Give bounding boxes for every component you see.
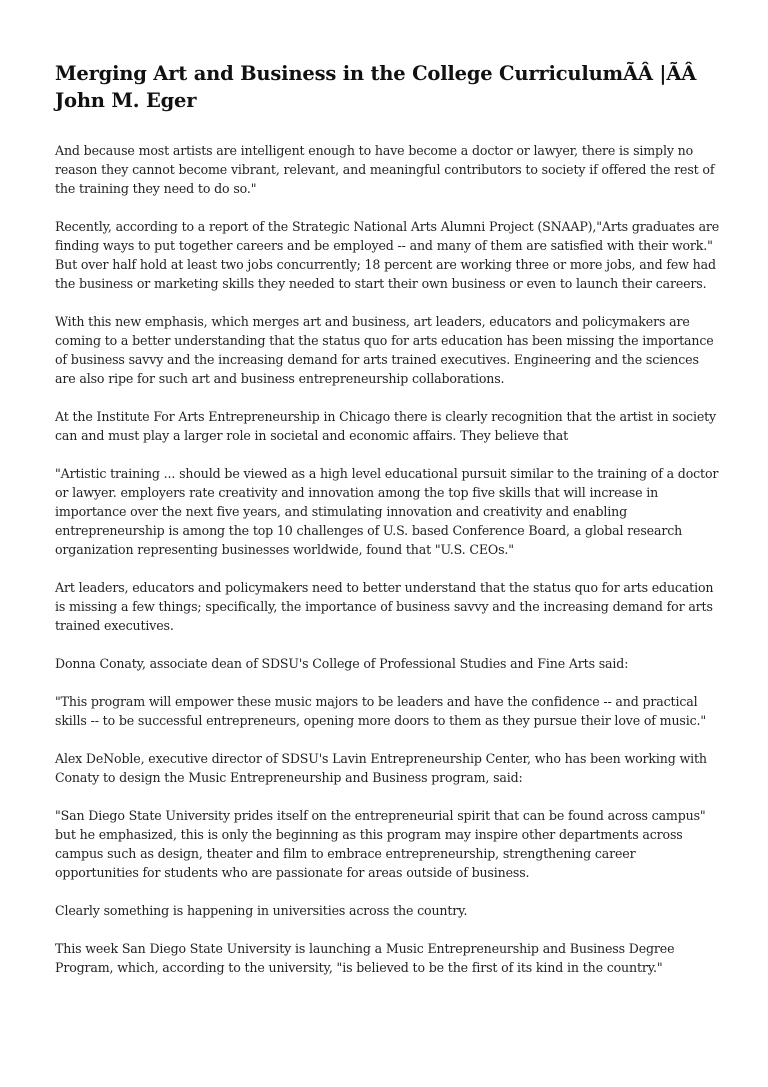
paragraph-12: This week San Diego State University is launching a Music Entrepreneurship and Business Degree Program, which, according to the university, "is believed to be the first of its kind in the country."	[55, 941, 675, 975]
paragraph-2: Recently, according to a report of the Strategic National Arts Alumni Project (SNAAP),"Arts graduates are finding ways to put together careers and be employed -- and many of them are satisfied with their work." But over half hold at least two jobs concurrently; 18 percent are working three or more jobs, and few had the business or marketing skills they needed to start their own business or even to launch their careers.	[55, 219, 720, 291]
paragraph-1: And because most artists are intelligent enough to have become a doctor or lawyer, there is simply no reason they cannot become vibrant, relevant, and meaningful contributors to society if offered the rest of the training they need to do so."	[55, 143, 715, 196]
paragraph-11: Clearly something is happening in universities across the country.	[55, 903, 468, 918]
paragraph-3: With this new emphasis, which merges art and business, art leaders, educators and policymakers are coming to a better understanding that the status quo for arts education has been missing the importance of business savvy and the increasing demand for arts trained executives. Engineering and the sciences are also ripe for such art and business entrepreneurship collaborations.	[55, 314, 714, 386]
paragraph-5-quote: "Artistic training ... should be viewed as a high level educational pursuit similar to the training of a doctor or lawyer. employers rate creativity and innovation among the top five skills that will increase in importance over the next five years, and stimulating innovation and creativity and enabling entrepreneurship is among the top 10 challenges of U.S. based Conference Board, a global research organization representing businesses worldwide, found that "U.S. CEOs."	[55, 466, 719, 557]
paragraph-7: Donna Conaty, associate dean of SDSU's College of Professional Studies and Fine Arts said:	[55, 656, 629, 671]
paragraph-9: Alex DeNoble, executive director of SDSU's Lavin Entrepreneurship Center, who has been working with Conaty to design the Music Entrepreneurship and Business program, said:	[55, 751, 707, 785]
document-page	[55, 60, 720, 996]
paragraph-10-quote: "San Diego State University prides itself on the entrepreneurial spirit that can be found across campus" but he emphasized, this is only the beginning as this program may inspire other departments across campus such as design, theater and film to embrace entrepreneurship, strengthening career opportunities for students who are passionate for areas outside of business.	[55, 808, 706, 880]
paragraph-6: Art leaders, educators and policymakers need to better understand that the status quo for arts education is missing a few things; specifically, the importance of business savvy and the increasing demand for arts trained executives.	[55, 580, 714, 633]
paragraph-8-quote: "This program will empower these music majors to be leaders and have the confidence -- and practical skills -- to be successful entrepreneurs, opening more doors to them as they pursue their love of music."	[55, 694, 707, 728]
article-title: Merging Art and Business in the College CurriculumÃÂ |ÃÂ John M. Eger	[55, 62, 697, 112]
paragraph-4: At the Institute For Arts Entrepreneurship in Chicago there is clearly recognition that the artist in society can and must play a larger role in societal and economic affairs. They believe that	[55, 409, 717, 443]
